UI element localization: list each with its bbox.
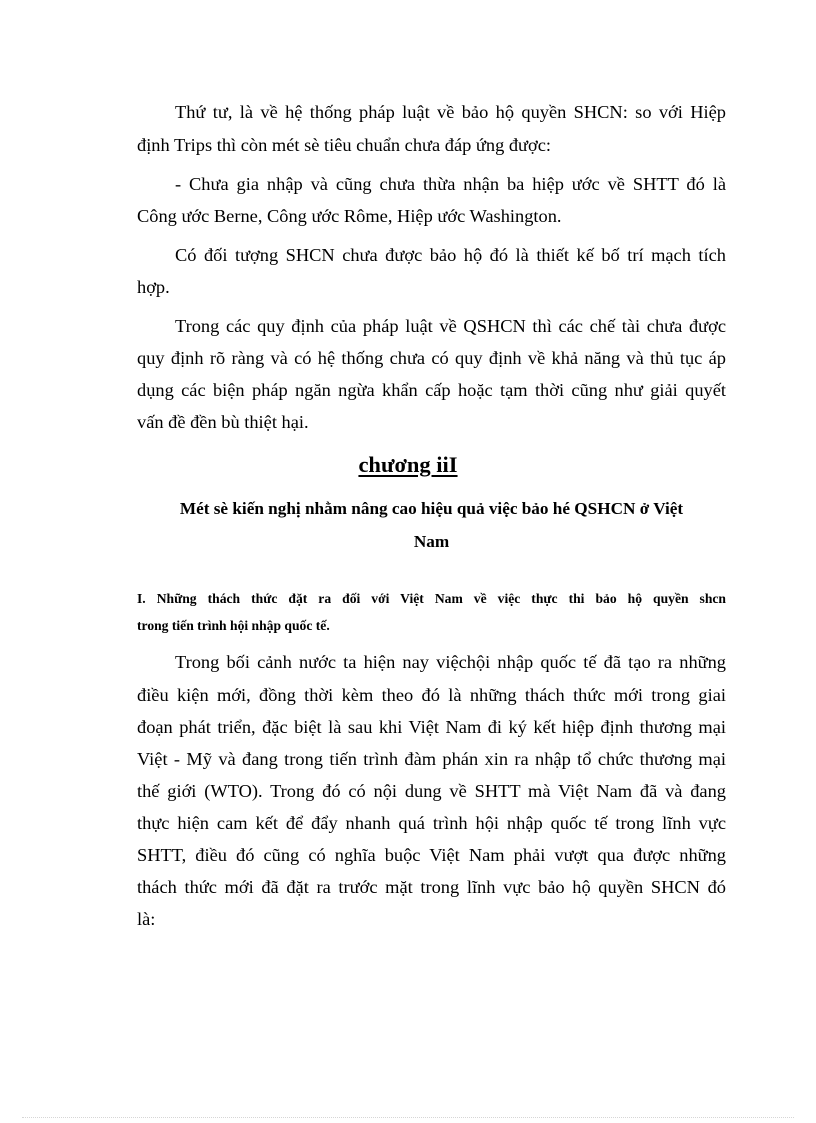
chapter-title: chương iiI — [358, 452, 458, 477]
body-line-2: điều kiện mới, đồng thời kèm theo đó là những thách thức mới trong giai — [137, 685, 726, 705]
paragraph-2-line-2: Công ước Berne, Công ước Rôme, Hiệp ước Washington. — [137, 206, 562, 226]
body-line-4: Việt - Mỹ và đang trong tiến trình đàm phán xin ra nhập tổ chức thương mại — [137, 749, 726, 769]
body-line-7: SHTT, điều đó cũng có nghĩa buộc Việt Nam phải vượt qua được những — [137, 845, 726, 865]
paragraph-4-line-1: Trong các quy định của pháp luật về QSHCN thì các chế tài chưa được — [175, 316, 726, 336]
body-line-3: đoạn phát triển, đặc biệt là sau khi Việt Nam đi ký kết hiệp định thương mại — [137, 717, 726, 737]
paragraph-1-line-1: Thứ tư, là về hệ thống pháp luật về bảo hộ quyền SHCN: so với Hiệp — [175, 102, 726, 122]
body-line-8: thách thức mới đã đặt ra trước mặt trong lĩnh vực bảo hộ quyền SHCN đó — [137, 877, 726, 897]
body-line-5: thế giới (WTO). Trong đó có nội dung về SHTT mà Việt Nam đã và đang — [137, 781, 726, 801]
paragraph-4-line-2: quy định rõ ràng và có hệ thống chưa có quy định về khả năng và thủ tục áp — [137, 348, 726, 368]
paragraph-3-line-2: hợp. — [137, 277, 170, 297]
paragraph-2-line-1: - Chưa gia nhập và cũng chưa thừa nhận ba hiệp ước về SHTT đó là — [175, 174, 726, 194]
chapter-subtitle-line-2: Nam — [413, 532, 450, 551]
page-bottom-border — [22, 1117, 794, 1118]
body-line-1: Trong bối cảnh nước ta hiện nay việchội nhập quốc tế đã tạo ra những — [175, 652, 726, 672]
body-line-9: là: — [137, 909, 156, 929]
paragraph-4-line-3: dụng các biện pháp ngăn ngừa khẩn cấp hoặc tạm thời cũng như giải quyết — [137, 380, 726, 400]
paragraph-3-line-1: Có đối tượng SHCN chưa được bảo hộ đó là thiết kế bố trí mạch tích — [175, 245, 726, 265]
section-heading-line-1: I. Những thách thức đặt ra đối với Việt Nam về việc thực thi bảo hộ quyền shcn — [137, 591, 726, 606]
paragraph-4-line-4: vấn đề đền bù thiệt hại. — [137, 412, 309, 432]
paragraph-1-line-2: định Trips thì còn mét sè tiêu chuẩn chưa đáp ứng được: — [137, 135, 552, 155]
section-heading-line-2: trong tiến trình hội nhập quốc tế. — [137, 618, 330, 633]
body-line-6: thực hiện cam kết để đẩy nhanh quá trình hội nhập quốc tế trong lĩnh vực — [137, 813, 726, 833]
chapter-subtitle-line-1: Mét sè kiến nghị nhằm nâng cao hiệu quả việc bảo hé QSHCN ở Việt — [179, 499, 684, 518]
